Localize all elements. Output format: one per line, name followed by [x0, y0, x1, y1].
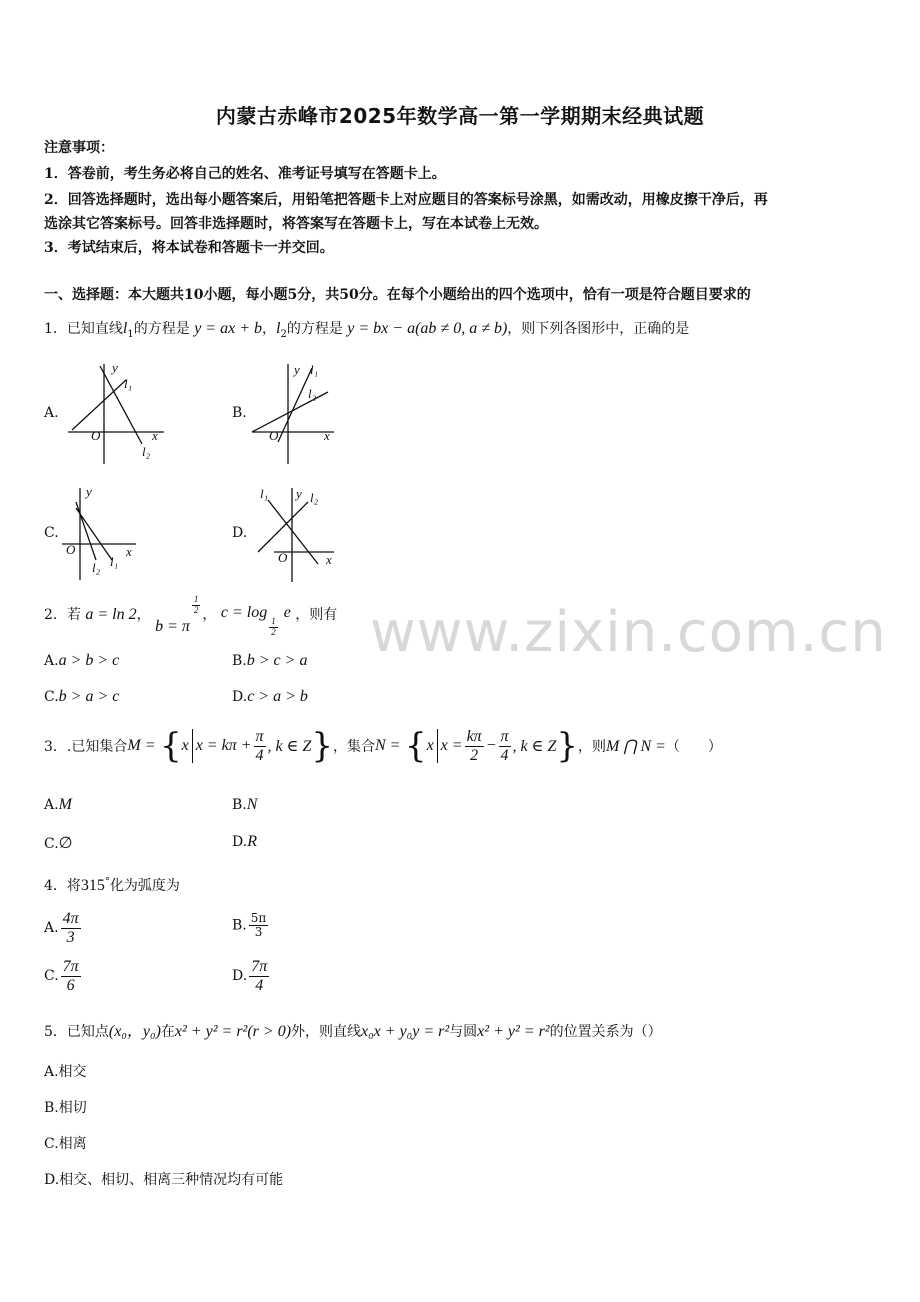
question-1 — [44, 318, 689, 340]
q3-suffix1: ，则 — [578, 739, 606, 755]
line-l2 — [258, 502, 308, 552]
q3-set2-frac-b-den: 4 — [500, 746, 509, 764]
q2-c-base-num: 1 — [271, 615, 276, 626]
q4-option-b — [232, 912, 270, 939]
q1-graph-c — [60, 482, 150, 580]
q5-mid: 外，则直线 — [291, 1024, 362, 1040]
notice-line-2a: 2．回答选择题时，选出每小题答案后，用铅笔把答题卡上对应题目的答案标号涂黑，如需改动，用橡皮擦干净后，再 — [44, 192, 768, 208]
q3-set2-frac-b-num: π — [500, 727, 509, 745]
q2-option-a-label: A. — [44, 653, 59, 669]
axis-x-label: x — [326, 552, 332, 567]
origin-label: O — [91, 428, 101, 443]
line-l1 — [268, 500, 318, 564]
q1-comma: ， — [262, 321, 276, 337]
q4-option-c-frac — [61, 958, 81, 994]
q2-option-d-label: D. — [232, 689, 248, 705]
q3-paren: （ ） — [665, 739, 722, 755]
q2-suffix: ，则有 — [295, 607, 338, 623]
q3-set2-k: , k ∈ Z — [512, 738, 557, 755]
origin-label: O — [278, 550, 288, 565]
q4-option-b-num: 5π — [250, 911, 267, 925]
q1-option-b-label: B. — [232, 405, 247, 421]
q3-set2-frac-a-den: 2 — [470, 746, 479, 764]
l2-label: l₂ — [308, 386, 317, 401]
q3-option-d — [232, 833, 257, 851]
q3-set2-frac-a — [465, 728, 484, 764]
q2-option-b-label: B. — [232, 653, 247, 669]
q2-option-d — [232, 688, 308, 706]
l2-label: l₂ — [92, 560, 101, 575]
q1-l1: l — [122, 320, 128, 337]
q3-option-c-math: ∅ — [58, 835, 73, 852]
q4-option-d-frac — [249, 958, 269, 994]
q5-point: (x₀，y₀) — [108, 1023, 161, 1040]
q1-mid2: 的方程是 — [286, 321, 343, 337]
q3-option-c-label: C. — [44, 836, 59, 852]
q2-option-c-math: b > a > c — [58, 688, 120, 705]
q3-brace-open-1: { — [159, 726, 182, 766]
q2-b-lhs: b = π — [155, 618, 190, 635]
l1-label: l₁ — [310, 362, 319, 377]
q3-option-a-math: M — [58, 796, 72, 813]
q5-option-c: C.相离 — [44, 1136, 87, 1152]
q1-l1-sub: 1 — [127, 328, 134, 340]
q3-brace-close-1: } — [311, 726, 333, 766]
l1-label: l₁ — [110, 554, 119, 569]
q2-b-exp-num: 1 — [193, 593, 199, 604]
notice-line-2b: 选涂其它答案标号。回答非选择题时，将答案写在答题卡上，写在本试卷上无效。 — [44, 216, 548, 232]
q3-set1-k: , k ∈ Z — [267, 738, 312, 755]
q1-option-c-label: C. — [44, 525, 59, 541]
q3-option-b — [232, 796, 257, 814]
notice-line-1: 1．答卷前，考生务必将自己的姓名、准考证号填写在答题卡上。 — [44, 166, 446, 182]
q4-degree-sign: ° — [104, 876, 110, 888]
q5-suffix: 的位置关系为（） — [549, 1024, 662, 1040]
q1-graph-a — [64, 358, 174, 466]
q4-option-a-label: A. — [44, 920, 59, 937]
question-4 — [44, 875, 180, 895]
q3-brace-close-2: } — [556, 726, 578, 766]
q5-line: x₀x + y₀y = r² — [361, 1023, 450, 1040]
q4-option-c — [44, 958, 83, 994]
q3-bar-2 — [437, 729, 438, 763]
q5-circle2: x² + y² = r² — [477, 1023, 550, 1040]
axis-y-label: y — [294, 362, 300, 377]
l2-label: l₂ — [310, 490, 319, 505]
q2-option-a-math: a > b > c — [58, 652, 120, 669]
q4-option-b-den: 3 — [254, 925, 263, 940]
q3-brace-open-2: { — [404, 726, 427, 766]
q3-set1-frac — [254, 728, 266, 764]
q1-option-a-label: A. — [44, 405, 59, 421]
axis-y-label: y — [86, 484, 92, 499]
q3-set1-x: x — [181, 737, 189, 754]
l1-label: l₁ — [124, 376, 133, 391]
line-l2 — [278, 368, 312, 442]
notice-heading: 注意事项： — [44, 140, 114, 156]
q2-b-exp — [192, 595, 201, 616]
q5-option-a: A.相交 — [44, 1064, 87, 1080]
q3-prefix: 3．.已知集合 — [44, 739, 128, 755]
origin-label: O — [269, 428, 279, 443]
q4-suffix: 化为弧度为 — [109, 878, 180, 894]
q4-option-d-num: 7π — [251, 958, 268, 975]
q1-option-d-label: D. — [232, 525, 248, 541]
line-l1 — [72, 380, 126, 430]
q5-prefix: 5．已知点 — [44, 1024, 109, 1040]
q4-option-a — [44, 910, 83, 946]
q2-option-b — [232, 652, 307, 670]
question-3 — [44, 726, 722, 766]
q4-option-b-frac — [249, 912, 269, 939]
q3-set2-x: x — [426, 737, 434, 754]
q3-option-b-math: N — [246, 796, 258, 813]
l1-label: l₁ — [260, 486, 269, 501]
q3-set2-frac-a-num: kπ — [466, 727, 482, 745]
q1-suffix: ，则下列各图形中，正确的是 — [507, 321, 690, 337]
q2-option-c — [44, 688, 119, 706]
line-l1 — [252, 392, 328, 432]
origin-label: O — [66, 542, 76, 557]
axis-x-label: x — [126, 544, 132, 559]
axis-y-label: y — [296, 486, 302, 501]
q4-option-d-den: 4 — [255, 976, 264, 994]
q3-option-c — [44, 833, 73, 853]
q2-option-a — [44, 652, 119, 670]
q4-option-b-label: B. — [232, 917, 247, 934]
q1-l2-sub: 2 — [280, 328, 287, 340]
q2-option-d-math: c > a > b — [247, 688, 308, 705]
axis-x-label: x — [324, 428, 330, 443]
q3-N: N = — [375, 737, 401, 754]
q2-prefix: 2．若 — [44, 607, 81, 623]
q2-c-base-den: 2 — [271, 626, 276, 637]
q3-option-a — [44, 796, 72, 814]
watermark: www.zixin.com.cn — [370, 600, 887, 665]
q3-option-d-math: R — [247, 833, 257, 850]
q3-bar-1 — [192, 729, 193, 763]
q3-set1-frac-den: 4 — [255, 746, 264, 764]
q4-prefix: 4．将 — [44, 878, 81, 894]
q2-c-base — [269, 617, 278, 638]
question-2: 2．若 a = ln 2， b = π $\frac{1}{2}$ ， c = log $\frac{1}{2}$ e ，则有 — [44, 593, 338, 637]
page-title: 内蒙古赤峰市2025年数学高一第一学期期末经典试题 — [215, 104, 705, 128]
axis-y-label: y — [112, 360, 118, 375]
line-l2 — [76, 502, 96, 560]
q1-prefix: 1．已知直线 — [44, 321, 123, 337]
q5-option-b: B.相切 — [44, 1100, 87, 1116]
line-l1 — [76, 508, 112, 560]
q4-option-c-den: 6 — [66, 976, 75, 994]
q5-with: 与圆 — [449, 1024, 478, 1040]
q5-in: 在 — [160, 1024, 175, 1040]
q2-b — [155, 593, 202, 635]
q3-set1-frac-num: π — [255, 727, 264, 745]
q4-degrees: 315 — [80, 877, 105, 894]
q4-option-d — [232, 958, 271, 994]
q4-option-c-num: 7π — [62, 958, 79, 975]
l2-label: l₂ — [142, 444, 151, 459]
q4-option-c-label: C. — [44, 968, 59, 985]
q4-option-d-label: D. — [232, 968, 248, 985]
q2-c-lhs: c = log — [220, 604, 268, 621]
q2-option-c-label: C. — [44, 689, 59, 705]
q4-option-a-den: 3 — [66, 928, 75, 946]
notice-line-3: 3．考试结束后，将本试卷和答题卡一并交回。 — [44, 240, 334, 256]
q2-option-b-math: b > c > a — [246, 652, 308, 669]
q3-set2-minus: − — [485, 737, 497, 754]
section-heading: 一、选择题：本大题共10小题，每小题5分，共50分。在每个小题给出的四个选项中，恰有一项是符合题目要求的 — [44, 287, 751, 303]
q1-eq1: y = ax + b — [194, 320, 262, 337]
axis-x-label: x — [152, 428, 158, 443]
q3-option-d-label: D. — [232, 834, 248, 850]
q1-graph-d — [248, 482, 348, 582]
q4-option-a-num: 4π — [62, 910, 79, 927]
q5-option-d: D.相交、相切、相离三种情况均有可能 — [44, 1172, 284, 1188]
q2-a: a = ln 2 — [85, 606, 137, 623]
q1-eq2: y = bx − a(ab ≠ 0, a ≠ b) — [347, 320, 508, 337]
q3-set2-eq: x = — [440, 737, 463, 754]
q3-option-b-label: B. — [232, 797, 247, 813]
question-5 — [44, 1018, 662, 1041]
q2-c — [220, 604, 291, 637]
q1-mid1: 的方程是 — [133, 321, 190, 337]
q3-intersection: M ⋂ N = — [606, 738, 666, 755]
q2-c-arg: e — [283, 604, 291, 621]
q1-l2: l — [276, 320, 281, 337]
q3-set2-frac-b — [499, 728, 511, 764]
q5-circle1: x² + y² = r²(r > 0) — [174, 1023, 292, 1040]
q3-M: M = — [127, 737, 156, 754]
q2-b-exp-den: 2 — [193, 604, 199, 615]
q4-option-a-frac — [61, 910, 81, 946]
q3-set1-eq: x = kπ + — [195, 737, 252, 754]
q3-option-a-label: A. — [44, 797, 59, 813]
q3-mid: ，集合 — [333, 739, 375, 755]
q1-graph-b — [248, 358, 358, 466]
